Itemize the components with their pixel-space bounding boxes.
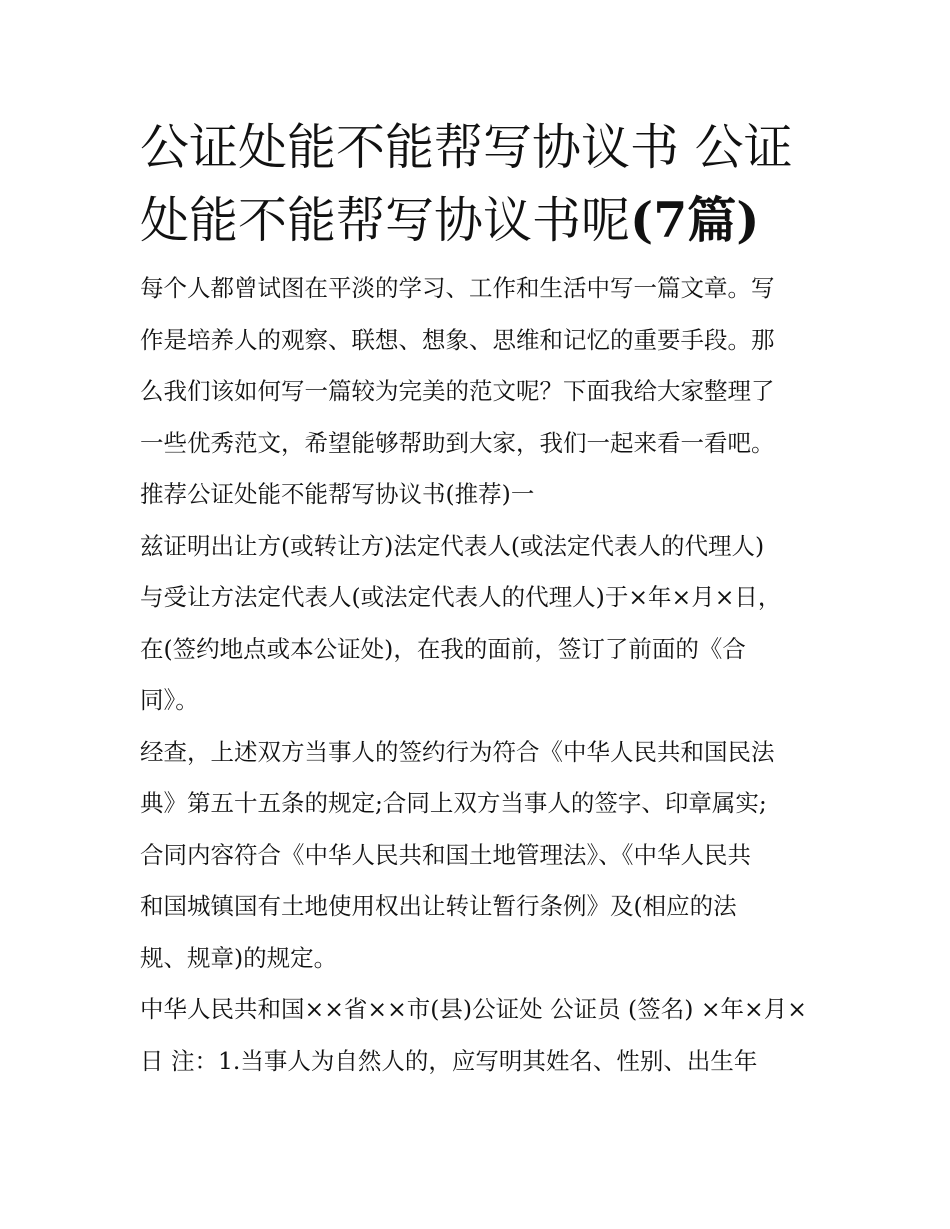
title-suffix: (7篇): [630, 191, 760, 249]
section-heading: 推荐公证处能不能帮写协议书(推荐)一: [140, 480, 535, 508]
signature-paragraph: 中华人民共和国××省××市(县)公证处 公证员 (签名) ×年×月× 日 注：1.当事人为自然人的，应写明其姓名、性别、出生年: [140, 995, 807, 1075]
document-title: [140, 112, 820, 257]
intro-paragraph: 每个人都曾试图在平淡的学习、工作和生活中写一篇文章。写 作是培养人的观察、联想、想象、思维和记忆的重要手段。那 么我们该如何写一篇较为完美的范文呢？下面我给大家整理了 一些优秀范文，希望能够帮助到大家，我们一起来看一看吧。: [140, 274, 775, 457]
title-line-2: 处能不能帮写协议书呢: [140, 192, 631, 249]
title-line-1: 公证处能不能帮写协议书 公证: [140, 119, 793, 176]
certification-paragraph: 兹证明出让方(或转让方)法定代表人(或法定代表人的代理人) 与受让方法定代表人(或法定代表人的代理人)于×年×月×日， 在(签约地点或本公证处)，在我的面前，签订了前面的《合 同》。: [140, 531, 782, 714]
review-paragraph: 经查，上述双方当事人的签约行为符合《中华人民共和国民法 典》第五十五条的规定;合同上双方当事人的签字、印章属实; 合同内容符合《中华人民共和国土地管理法》、《中华人民共 和国城镇国有土地使用权出让转让暂行条例》及(相应的法 规、规章)的规定。: [140, 737, 775, 972]
document-content: [140, 112, 820, 1087]
